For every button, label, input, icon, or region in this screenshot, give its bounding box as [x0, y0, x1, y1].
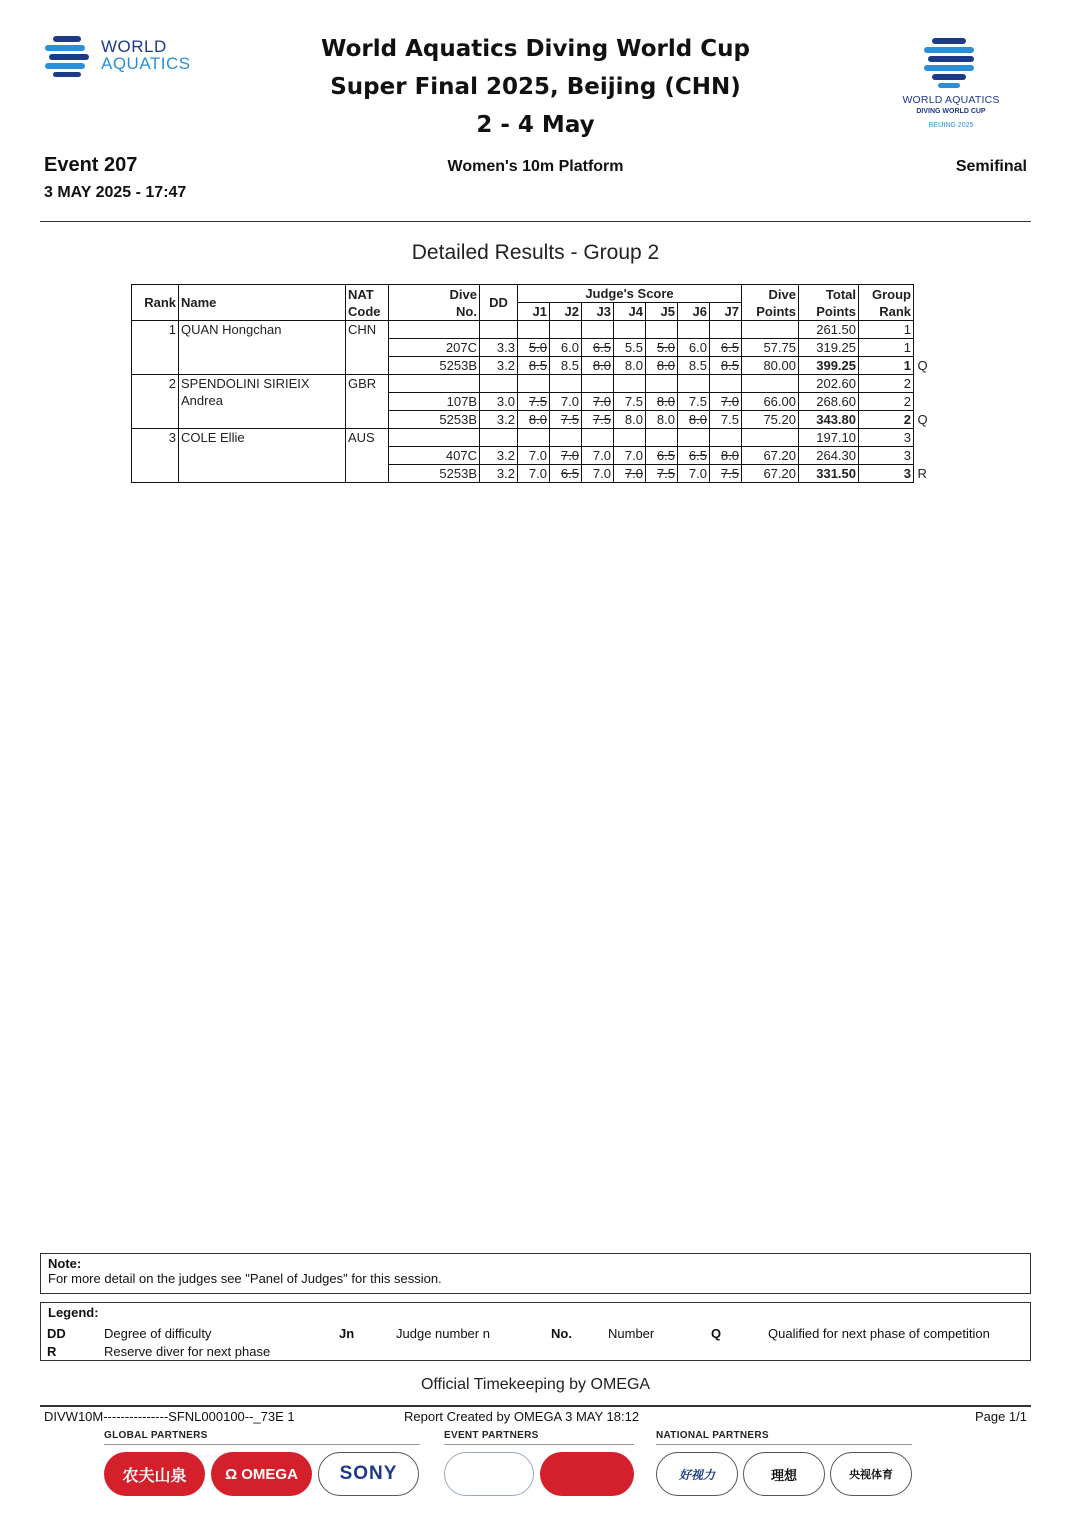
previous-group-rank: 1 [859, 321, 914, 339]
header-judges-score: Judge's Score [518, 285, 742, 303]
global-partners-heading: GLOBAL PARTNERS [104, 1430, 420, 1445]
judge-score: 8.5 [678, 357, 710, 375]
world-aquatics-logo [43, 34, 218, 80]
judge-score-empty [550, 375, 582, 393]
header-total-points: Total Points [799, 285, 859, 321]
dive-points: 66.00 [742, 393, 799, 411]
qualification-mark: Q [917, 357, 928, 373]
judge-score-empty [614, 375, 646, 393]
dive-points: 57.75 [742, 339, 799, 357]
legend-code-jn: Jn [339, 1326, 355, 1341]
legend-desc-no: Number [608, 1326, 655, 1341]
judge-score: 7.5 [678, 393, 710, 411]
judge-score-empty [646, 429, 678, 447]
judge-score-empty [614, 321, 646, 339]
judge-score: 6.5 [582, 339, 614, 357]
judge-score: 7.0 [582, 465, 614, 483]
header-group-rank: Group Rank [859, 285, 914, 321]
header-dive-no: Dive No. [389, 285, 480, 321]
judge-score: 8.0 [582, 357, 614, 375]
judge-score: 6.5 [678, 447, 710, 465]
event-partner-logo-1 [444, 1452, 534, 1496]
event-datetime: 3 MAY 2025 - 17:47 [44, 184, 187, 201]
header-dd: DD [480, 285, 518, 321]
judge-score: 7.0 [678, 465, 710, 483]
event-partner-logo-2 [540, 1452, 634, 1496]
previous-group-rank: 3 [859, 429, 914, 447]
previous-total: 202.60 [799, 375, 859, 393]
dive-number: 5253B [389, 357, 480, 375]
judge-score: 8.0 [614, 411, 646, 429]
judge-score: 7.5 [550, 411, 582, 429]
note-box [40, 1253, 1031, 1294]
nongfu-spring-logo: 农夫山泉 [104, 1452, 205, 1496]
dive-no-empty [389, 429, 480, 447]
legend-desc-dd: Degree of difficulty [104, 1326, 212, 1341]
judge-score: 7.0 [614, 447, 646, 465]
note-text: For more detail on the judges see "Panel of Judges" for this session. [48, 1271, 442, 1286]
judge-score: 8.5 [710, 357, 742, 375]
judge-score: 5.5 [614, 339, 646, 357]
cctv-sports-logo: 央视体育 [830, 1452, 912, 1496]
judge-score-empty [646, 375, 678, 393]
competition-title [250, 30, 821, 144]
qualification-mark: R [917, 465, 927, 481]
total-points: 399.25 [799, 357, 859, 375]
judge-score: 7.5 [710, 411, 742, 429]
omega-logo: Ω OMEGA [211, 1452, 312, 1496]
dive-dd: 3.0 [480, 393, 518, 411]
total-points: 319.25 [799, 339, 859, 357]
diver-rank: 2 [132, 375, 179, 429]
legend-code-no: No. [551, 1326, 572, 1341]
diver-name-line2: Andrea [181, 393, 223, 408]
judge-score: 7.0 [710, 393, 742, 411]
title-line1: World Aquatics Diving World Cup [321, 36, 750, 62]
org-name-line1: WORLD [101, 37, 167, 56]
dive-points: 75.20 [742, 411, 799, 429]
total-points: 264.30 [799, 447, 859, 465]
header-judge-2: J2 [550, 303, 582, 321]
dd-empty [480, 321, 518, 339]
title-line3: 2 - 4 May [476, 112, 595, 138]
footer-page: Page 1/1 [974, 1409, 1027, 1424]
group-rank: 2 [859, 411, 914, 429]
diver-nat-code: GBR [346, 375, 389, 429]
header-judge-4: J4 [614, 303, 646, 321]
table-row [132, 429, 914, 447]
judge-score: 7.5 [710, 465, 742, 483]
dive-points: 80.00 [742, 357, 799, 375]
judge-score: 7.0 [518, 465, 550, 483]
legend-desc-jn: Judge number n [396, 1326, 490, 1341]
group-rank: 3 [859, 465, 914, 483]
national-partners-heading: NATIONAL PARTNERS [656, 1430, 912, 1445]
judge-score: 6.5 [646, 447, 678, 465]
header-rank: Rank [132, 285, 179, 321]
judge-score-empty [710, 375, 742, 393]
event-number: Event 207 [44, 154, 138, 176]
group-rank: 1 [859, 357, 914, 375]
judge-score-empty [582, 375, 614, 393]
diver-name-line1: COLE Ellie [181, 430, 245, 445]
header-judge-1: J1 [518, 303, 550, 321]
dd-empty [480, 429, 518, 447]
dive-no-empty [389, 375, 480, 393]
title-line2: Super Final 2025, Beijing (CHN) [330, 74, 741, 100]
dive-points-empty [742, 429, 799, 447]
judge-score-empty [678, 429, 710, 447]
legend-code-q: Q [711, 1326, 722, 1341]
dive-dd: 3.2 [480, 411, 518, 429]
header-nat: NAT Code [346, 285, 389, 321]
org-name-line2: AQUATICS [101, 54, 191, 73]
diver-rank: 3 [132, 429, 179, 483]
dive-no-empty [389, 321, 480, 339]
diver-rank: 1 [132, 321, 179, 375]
results-table [131, 284, 914, 483]
diver-name [179, 375, 346, 429]
judge-score-empty [518, 429, 550, 447]
dive-points: 67.20 [742, 465, 799, 483]
footer-report: Report Created by OMEGA 3 MAY 18:12 [404, 1409, 640, 1424]
judge-score: 8.0 [646, 411, 678, 429]
judge-score: 8.0 [710, 447, 742, 465]
header-name: Name [179, 285, 346, 321]
judge-score-empty [582, 321, 614, 339]
judge-score: 6.5 [710, 339, 742, 357]
table-row [132, 375, 914, 393]
dive-number: 407C [389, 447, 480, 465]
event-phase: Semifinal [955, 158, 1027, 175]
world-cup-logo [890, 36, 1012, 136]
judge-score: 8.0 [614, 357, 646, 375]
judge-score: 7.5 [614, 393, 646, 411]
note-heading: Note: [48, 1256, 82, 1271]
judge-score-empty [550, 321, 582, 339]
dive-dd: 3.2 [480, 357, 518, 375]
diver-name [179, 321, 346, 375]
dive-dd: 3.2 [480, 447, 518, 465]
group-rank: 3 [859, 447, 914, 465]
dive-number: 107B [389, 393, 480, 411]
judge-score: 7.0 [582, 393, 614, 411]
lixiang-logo: 理想 [743, 1452, 825, 1496]
world-aquatics-logo-icon [43, 34, 93, 78]
dive-number: 207C [389, 339, 480, 357]
header-divider [40, 221, 1031, 222]
judge-score: 7.0 [582, 447, 614, 465]
judge-score-empty [710, 429, 742, 447]
previous-total: 197.10 [799, 429, 859, 447]
dive-dd: 3.2 [480, 465, 518, 483]
event-name: Women's 10m Platform [447, 158, 624, 175]
dd-empty [480, 375, 518, 393]
right-logo-line3: BEIJING 2025 [928, 122, 974, 129]
dive-points-empty [742, 321, 799, 339]
dive-points-empty [742, 375, 799, 393]
judge-score-empty [678, 375, 710, 393]
judge-score-empty [518, 321, 550, 339]
judge-score: 8.0 [518, 411, 550, 429]
dive-dd: 3.3 [480, 339, 518, 357]
judge-score: 8.5 [550, 357, 582, 375]
group-rank: 2 [859, 393, 914, 411]
diver-name-line1: SPENDOLINI SIRIEIX [181, 376, 310, 391]
judge-score-empty [678, 321, 710, 339]
previous-total: 261.50 [799, 321, 859, 339]
legend-desc-r: Reserve diver for next phase [104, 1344, 271, 1359]
dive-number: 5253B [389, 465, 480, 483]
total-points: 331.50 [799, 465, 859, 483]
judge-score: 6.0 [678, 339, 710, 357]
total-points: 343.80 [799, 411, 859, 429]
diver-name [179, 429, 346, 483]
diver-nat-code: AUS [346, 429, 389, 483]
group-rank: 1 [859, 339, 914, 357]
judge-score: 6.5 [550, 465, 582, 483]
section-title: Detailed Results - Group 2 [411, 241, 660, 264]
diver-nat-code: CHN [346, 321, 389, 375]
legend-heading: Legend: [48, 1305, 99, 1320]
header-judge-7: J7 [710, 303, 742, 321]
header-dive-points: Dive Points [742, 285, 799, 321]
judge-score-empty [518, 375, 550, 393]
judge-score: 8.0 [678, 411, 710, 429]
dive-points: 67.20 [742, 447, 799, 465]
judge-score: 8.0 [646, 357, 678, 375]
header-judge-6: J6 [678, 303, 710, 321]
judge-score: 7.0 [518, 447, 550, 465]
judge-score: 7.5 [582, 411, 614, 429]
event-partners-heading: EVENT PARTNERS [444, 1430, 634, 1445]
total-points: 268.60 [799, 393, 859, 411]
judge-score: 5.0 [646, 339, 678, 357]
judge-score: 8.5 [518, 357, 550, 375]
timekeeping-text: Official Timekeeping by OMEGA [420, 1376, 651, 1393]
world-cup-logo-icon [890, 36, 1012, 92]
right-logo-line1: WORLD AQUATICS [902, 94, 1000, 106]
judge-score: 7.0 [614, 465, 646, 483]
judge-score: 7.5 [646, 465, 678, 483]
dive-number: 5253B [389, 411, 480, 429]
judge-score: 7.5 [518, 393, 550, 411]
judge-score: 7.0 [550, 393, 582, 411]
previous-group-rank: 2 [859, 375, 914, 393]
judge-score: 8.0 [646, 393, 678, 411]
national-partner-logo-1: 好视力 [656, 1452, 738, 1496]
judge-score-empty [710, 321, 742, 339]
judge-score-empty [614, 429, 646, 447]
legend-box [40, 1302, 1031, 1361]
legend-code-r: R [47, 1344, 57, 1359]
right-logo-line2: DIVING WORLD CUP [916, 108, 986, 115]
sony-logo: SONY [318, 1452, 419, 1496]
qualification-mark: Q [917, 411, 928, 427]
legend-desc-q: Qualified for next phase of competition [768, 1326, 990, 1341]
header-judge-3: J3 [582, 303, 614, 321]
judge-score: 6.0 [550, 339, 582, 357]
judge-score-empty [582, 429, 614, 447]
judge-score-empty [550, 429, 582, 447]
footer-code: DIVW10M---------------SFNL000100--_73E 1 [44, 1409, 295, 1424]
diver-name-line1: QUAN Hongchan [181, 322, 282, 337]
judge-score: 5.0 [518, 339, 550, 357]
footer-divider [40, 1405, 1031, 1407]
judge-score: 7.0 [550, 447, 582, 465]
legend-code-dd: DD [47, 1326, 66, 1341]
table-row [132, 321, 914, 339]
header-judge-5: J5 [646, 303, 678, 321]
judge-score-empty [646, 321, 678, 339]
